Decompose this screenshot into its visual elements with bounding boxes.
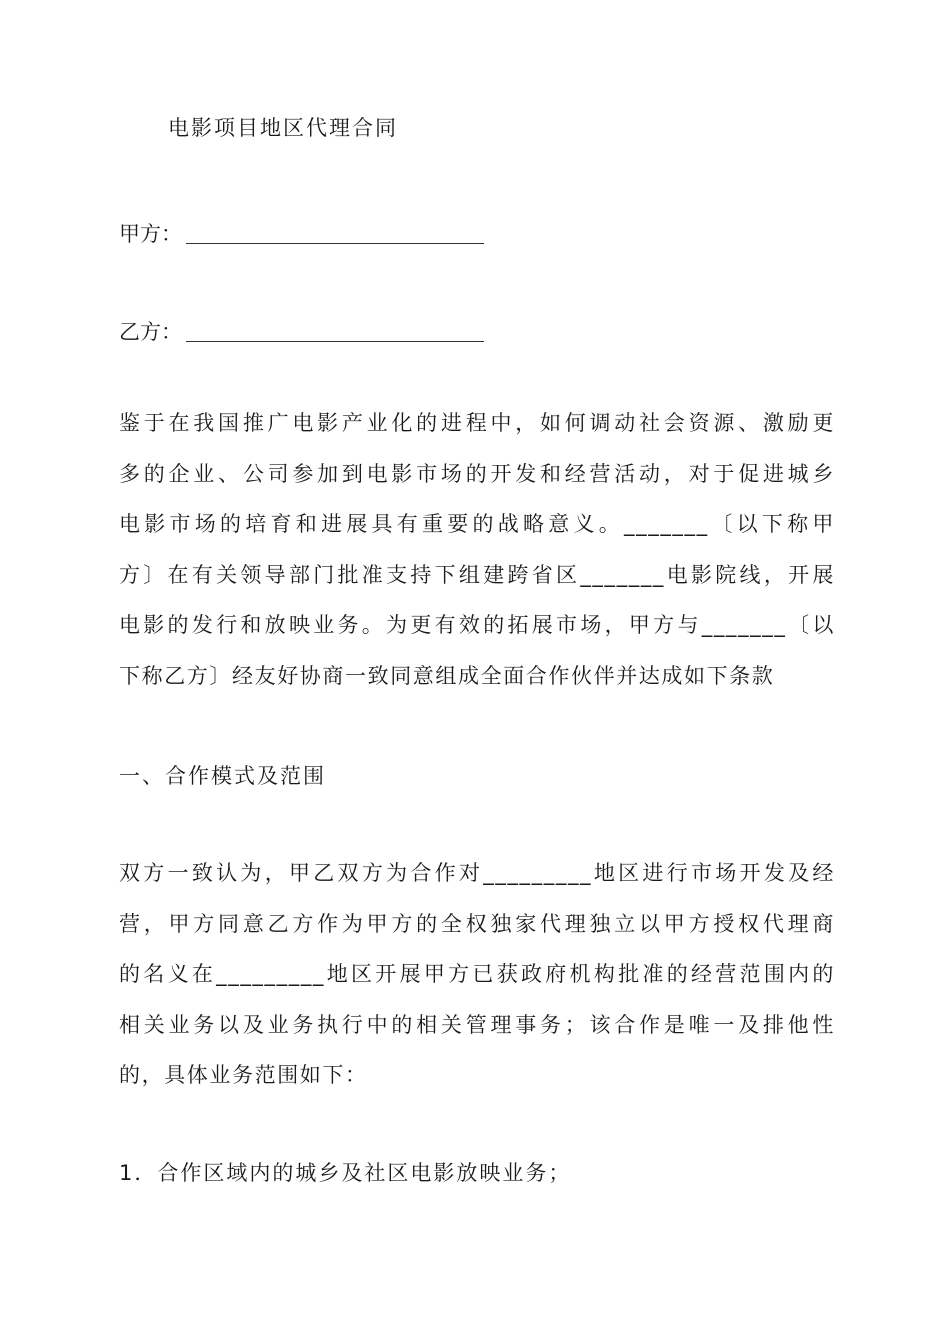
section-1-line: 双方一致认为，甲乙双方为合作对_________地区进行市场开发及经 xyxy=(119,861,835,885)
section-1-line: 相关业务以及业务执行中的相关管理事务；该合作是唯一及排他性 xyxy=(119,1012,835,1037)
preamble-line: 鉴于在我国推广电影产业化的进程中，如何调动社会资源、激励更 xyxy=(119,411,835,435)
party-b-label: 乙方： xyxy=(119,320,182,344)
preamble-line: 下称乙方〕经友好协商一致同意组成全面合作伙伴并达成如下条款 xyxy=(119,663,775,688)
party-b-blank-line xyxy=(186,341,484,342)
preamble-line: 电影的发行和放映业务。为更有效的拓展市场，甲方与_______〔以 xyxy=(119,613,835,637)
section-1-line: 的，具体业务范围如下： xyxy=(119,1063,368,1087)
section-1-heading: 一、合作模式及范围 xyxy=(119,764,326,788)
party-a-row xyxy=(119,218,484,248)
section-1-line: 的名义在_________地区开展甲方已获政府机构批准的经营范围内的 xyxy=(119,962,835,986)
section-1-item-1: 1．合作区域内的城乡及社区电影放映业务； xyxy=(119,1161,572,1185)
party-a-label: 甲方： xyxy=(119,222,182,246)
party-a-blank-line xyxy=(186,243,484,244)
preamble-paragraph xyxy=(119,398,835,701)
preamble-line: 电影市场的培育和进展具有重要的战略意义。_______〔以下称甲 xyxy=(119,512,835,536)
party-b-row xyxy=(119,316,484,346)
section-1-line: 营，甲方同意乙方作为甲方的全权独家代理独立以甲方授权代理商 xyxy=(119,911,835,936)
document-title: 电影项目地区代理合同 xyxy=(168,116,398,140)
section-1-paragraph xyxy=(119,848,835,1101)
preamble-line: 方〕在有关领导部门批准支持下组建跨省区_______电影院线，开展 xyxy=(119,562,835,587)
preamble-line: 多的企业、公司参加到电影市场的开发和经营活动，对于促进城乡 xyxy=(119,461,835,486)
